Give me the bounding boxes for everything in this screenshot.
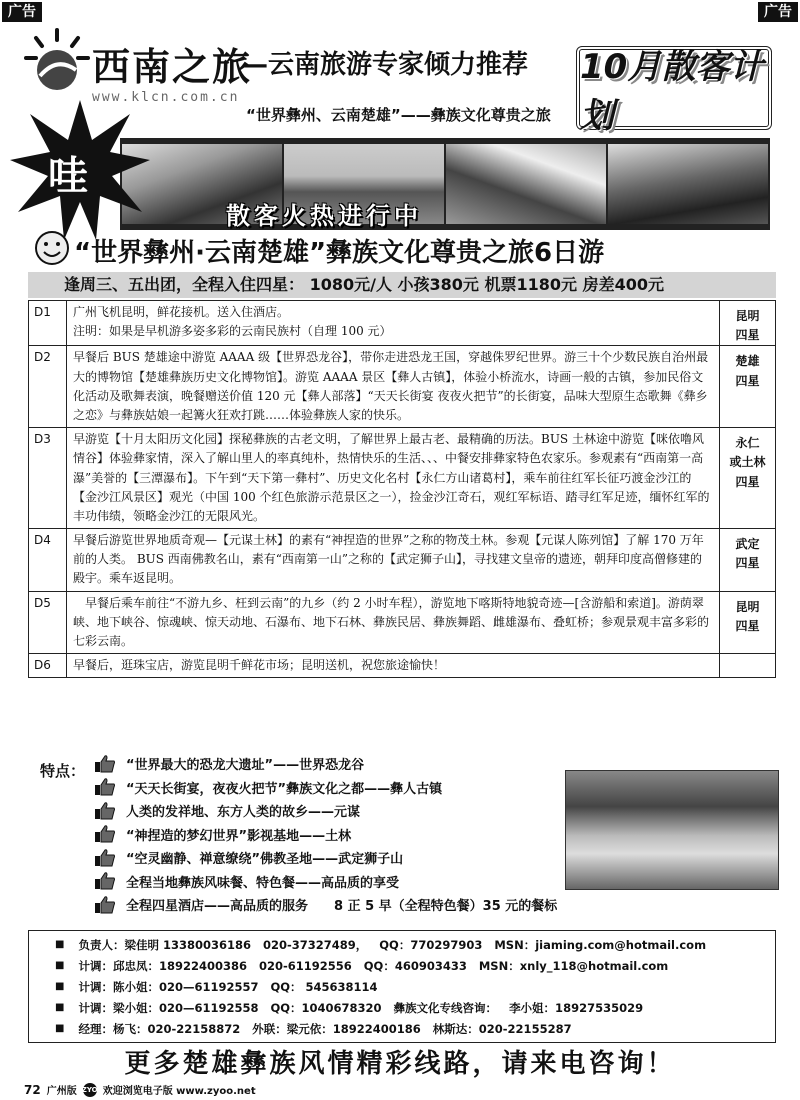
hotel-city: 武定 xyxy=(735,537,760,552)
feature-text: “空灵幽静、禅意缭绕”佛教圣地——武定狮子山 xyxy=(126,852,404,868)
brand-subtitle: —云南旅游专家倾力推荐 xyxy=(242,50,529,80)
itinerary-row xyxy=(29,654,776,678)
itinerary-row xyxy=(29,591,776,654)
feature-text: “神捏造的梦幻世界”影视基地——土林 xyxy=(126,828,352,844)
contact-field: MSN：jiaming.com@hotmail.com xyxy=(494,937,707,952)
day-description: 早餐后，逛珠宝店，游览昆明千鲜花市场；昆明送机，祝您旅途愉快！ xyxy=(67,654,720,678)
feature-item xyxy=(94,893,557,917)
day-description: 早餐后乘车前往“不游九乡、枉到云南”的九乡（约 2 小时车程），游览地下喀斯特地貌奇迹—[含游船和索道]。游荫翠峡、地下峡谷、惊魂峡、惊天动地、石瀑布、地下石林、彝族民居、彝族舞蹈、雌雄瀑布、叠虹桥；参观景观丰富多彩的七彩云南。 xyxy=(67,591,720,654)
day-label: D5 xyxy=(29,591,67,654)
contact-field: 020-37327489， xyxy=(262,937,368,952)
thumbs-up-icon xyxy=(94,825,116,843)
hotel-star: 四星 xyxy=(735,373,760,388)
thumbs-up-icon xyxy=(94,872,116,890)
contact-field: QQ：460903433 xyxy=(363,958,467,973)
feature-text: “世界最大的恐龙大遗址”——世界恐龙谷 xyxy=(126,758,365,774)
price-line: 逢周三、五出团，全程入住四星： 1080元/人 小孩380元 机票1180元 房差400元 xyxy=(28,272,776,298)
day-label: D4 xyxy=(29,529,67,592)
banner-caption: 散客火热进行中 xyxy=(226,202,422,230)
hotel-cell xyxy=(720,346,776,428)
contact-field: 林斯达：020-22155287 xyxy=(432,1021,572,1036)
contact-field: 外联：梁元依：18922400186 xyxy=(252,1021,421,1036)
ad-label-right: 广告 xyxy=(758,2,798,22)
itinerary-table xyxy=(28,300,776,678)
photo-dinosaur xyxy=(608,144,768,224)
hotel-cell xyxy=(720,654,776,678)
page-number: 72 xyxy=(24,1082,41,1097)
feature-item xyxy=(94,846,557,870)
day-label: D2 xyxy=(29,346,67,428)
thumbs-up-icon xyxy=(94,849,116,867)
hotel-star: 四星 xyxy=(735,474,760,489)
thumbs-up-icon xyxy=(94,896,116,914)
tagline: “世界彝州、云南楚雄”——彝族文化尊贵之旅 xyxy=(246,106,551,124)
contact-row xyxy=(55,997,775,1018)
photo-earth-forest xyxy=(446,144,606,224)
edition-label: 广州版 xyxy=(46,1086,77,1097)
hotel-city: 昆明 xyxy=(735,599,760,614)
tour-title: “世界彝州·云南楚雄”彝族文化尊贵之旅6日游 xyxy=(74,238,605,268)
smiley-icon xyxy=(34,230,70,266)
day-label: D6 xyxy=(29,654,67,678)
hotel-star: 四星 xyxy=(735,618,760,633)
sun-logo-icon xyxy=(22,26,92,98)
photo-strip xyxy=(120,138,770,230)
contact-field: ■ 经理：杨飞：020-22158872 xyxy=(78,1021,241,1036)
day-label: D1 xyxy=(29,301,67,346)
feature-item xyxy=(94,776,557,800)
contact-row xyxy=(55,976,775,997)
feature-item xyxy=(94,752,557,776)
contact-field: 020-61192556 xyxy=(258,958,352,973)
contact-field: ■ 计调：邱忠凤：18922400386 xyxy=(78,958,247,973)
hotel-cell xyxy=(720,428,776,529)
feature-item xyxy=(94,799,557,823)
contact-field: QQ： 545638114 xyxy=(270,979,378,994)
contact-field: 彝族文化专线咨询： xyxy=(393,1000,498,1015)
day-description: 早餐后 BUS 楚雄途中游览 AAAA 级【世界恐龙谷】，带你走进恐龙王国，穿越侏罗纪世界。游三十个少数民族自治州最大的博物馆【楚雄彝族历史文化博物馆】。游览 AAAA 景区【彝人古镇】，体验小桥流水，诗画一般的古镇，参加民俗文化活动及歌舞表演，晚餐赠送价值 120 元【彝人部落】“天天长街宴 夜夜火把节”的长街宴，品味大型原生态歌舞《彝乡之恋》与彝族姑娘一起篝火狂欢打跳……体验彝族人家的快乐。 xyxy=(67,346,720,428)
waterfall-photo xyxy=(565,770,779,890)
footer xyxy=(24,1082,256,1097)
day-label: D3 xyxy=(29,428,67,529)
features-list xyxy=(94,752,557,917)
plan-badge: 10月散客计划 xyxy=(576,46,772,130)
itinerary-row xyxy=(29,301,776,346)
contact-row xyxy=(55,955,775,976)
feature-text: 人类的发祥地、东方人类的故乡——元谋 xyxy=(126,805,361,821)
hotel-city: 楚雄 xyxy=(735,354,760,369)
contact-field: ■ 计调：陈小姐：020—61192557 xyxy=(78,979,259,994)
hotel-cell xyxy=(720,301,776,346)
itinerary-row xyxy=(29,346,776,428)
ad-label-left: 广告 xyxy=(2,2,42,22)
hotel-cell xyxy=(720,591,776,654)
call-to-action: 更多楚雄彝族风情精彩线路，请来电咨询！ xyxy=(124,1049,676,1079)
day-description: 广州飞机昆明，鲜花接机。送入住酒店。 注明：如果是早机游多姿多彩的云南民族村（自理 100 元） xyxy=(67,301,720,346)
hotel-city: 永仁 或土林 xyxy=(729,436,766,470)
hotel-city: 昆明 xyxy=(735,309,760,323)
hotel-star: 四星 xyxy=(735,328,760,343)
itinerary-row xyxy=(29,529,776,592)
contact-row xyxy=(55,934,775,955)
feature-text: “天天长街宴，夜夜火把节”彝族文化之都——彝人古镇 xyxy=(126,781,443,797)
zyo-logo-icon: ZYO xyxy=(83,1083,97,1097)
feature-item xyxy=(94,870,557,894)
thumbs-up-icon xyxy=(94,778,116,796)
contact-field: QQ：770297903 xyxy=(379,937,483,952)
contact-field: ■ 计调：梁小姐：020—61192558 xyxy=(78,1000,259,1015)
feature-text: 全程四星酒店——高品质的服务 8 正 5 早（全程特色餐）35 元的餐标 xyxy=(126,899,558,915)
feature-item xyxy=(94,823,557,847)
thumbs-up-icon xyxy=(94,802,116,820)
thumbs-up-icon xyxy=(94,755,116,773)
itinerary-row xyxy=(29,428,776,529)
contacts-box xyxy=(28,930,776,1043)
contact-field: 李小姐：18927535029 xyxy=(509,1000,644,1015)
feature-text: 全程当地彝族风味餐、特色餐——高品质的享受 xyxy=(126,875,400,891)
features-label: 特点： xyxy=(40,762,86,780)
contact-field: QQ：1040678320 xyxy=(270,1000,382,1015)
day-description: 早游览【十月太阳历文化园】探秘彝族的古老文明，了解世界上最古老、最精确的历法。BUS 土林途中游览【咪依噜风情谷】体验彝家情，深入了解山里人的率真纯朴，热情快乐的生活、、、中餐安排彝家特色农家乐。参观素有“西南第一高瀑”美誉的【三潭瀑布】。下午到“天下第一彝村”、历史文化名村【永仁方山诸葛村】，乘车前往红军长征巧渡金沙江的【金沙江风景区】观光（中国 100 个红色旅游示范景区之一），捡金沙江奇石，观红军标语、踏寻红军足迹，缅怀红军的丰功伟绩，领略金沙江的无限风光。 xyxy=(67,428,720,529)
hotel-cell xyxy=(720,529,776,592)
contact-row xyxy=(55,1018,775,1039)
footer-note[interactable]: 欢迎浏览电子版 www.zyoo.net xyxy=(102,1086,256,1097)
brand-url[interactable]: www.klcn.com.cn xyxy=(92,90,240,105)
day-description: 早餐后游览世界地质奇观—【元谋土林】的素有“神捏造的世界”之称的物茂土林。参观【元谋人陈列馆】了解 170 万年前的人类。 BUS 西南佛教名山，素有“西南第一山”之称的【武定狮子山】，寻找建文皇帝的遗迹，朝拜印度高僧修建的殿宇。乘车返昆明。 xyxy=(67,529,720,592)
hotel-star: 四星 xyxy=(735,556,760,571)
contact-field: ■ 负责人：梁佳明 13380036186 xyxy=(78,937,251,952)
contact-field: MSN：xnly_118@hotmail.com xyxy=(478,958,669,973)
brand-name: 西南之旅 xyxy=(92,45,253,89)
exclaim-text: 哇 xyxy=(48,153,88,199)
